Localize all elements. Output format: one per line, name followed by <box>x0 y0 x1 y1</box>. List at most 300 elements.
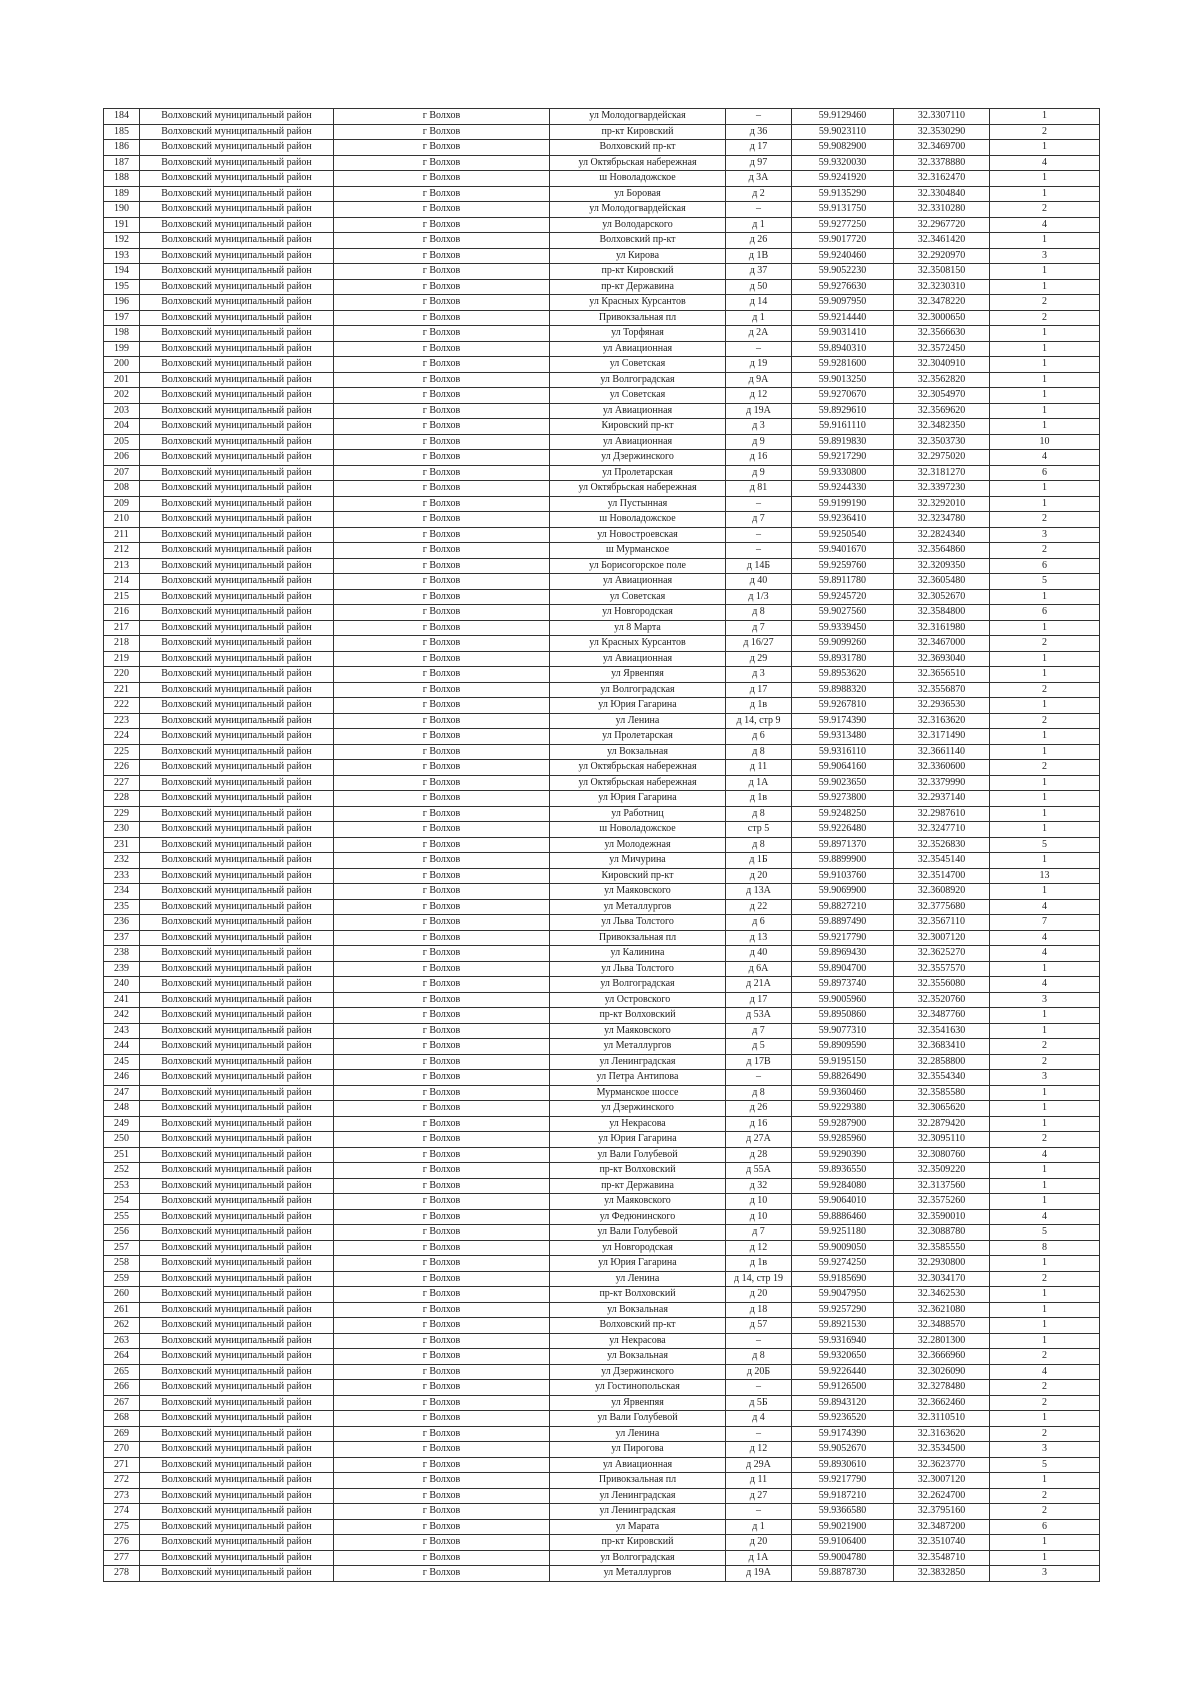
longitude-cell: 32.3034170 <box>894 1271 990 1287</box>
count-cell: 2 <box>990 1504 1100 1520</box>
row-number: 226 <box>104 760 140 776</box>
city-cell: г Волхов <box>334 1380 550 1396</box>
house-cell: д 20 <box>726 1535 792 1551</box>
district-cell: Волховский муниципальный район <box>140 884 334 900</box>
count-cell: 2 <box>990 760 1100 776</box>
row-number: 264 <box>104 1349 140 1365</box>
district-cell: Волховский муниципальный район <box>140 1380 334 1396</box>
row-number: 201 <box>104 372 140 388</box>
latitude-cell: 59.8899900 <box>792 853 894 869</box>
district-cell: Волховский муниципальный район <box>140 543 334 559</box>
district-cell: Волховский муниципальный район <box>140 109 334 125</box>
district-cell: Волховский муниципальный район <box>140 512 334 528</box>
street-cell: ул Авиационная <box>550 341 726 357</box>
count-cell: 4 <box>990 899 1100 915</box>
table-row <box>104 1194 1100 1210</box>
count-cell: 1 <box>990 372 1100 388</box>
district-cell: Волховский муниципальный район <box>140 434 334 450</box>
table-row <box>104 279 1100 295</box>
table-row <box>104 1442 1100 1458</box>
street-cell: ул Пирогова <box>550 1442 726 1458</box>
city-cell: г Волхов <box>334 667 550 683</box>
house-cell: – <box>726 1504 792 1520</box>
latitude-cell: 59.8878730 <box>792 1566 894 1582</box>
row-number: 218 <box>104 636 140 652</box>
latitude-cell: 59.8909590 <box>792 1039 894 1055</box>
city-cell: г Волхов <box>334 1519 550 1535</box>
street-cell: Привокзальная пл <box>550 930 726 946</box>
longitude-cell: 32.2967720 <box>894 217 990 233</box>
house-cell: д 37 <box>726 264 792 280</box>
district-cell: Волховский муниципальный район <box>140 1519 334 1535</box>
house-cell: д 20 <box>726 1287 792 1303</box>
street-cell: ул Ленина <box>550 1426 726 1442</box>
house-cell: д 1 <box>726 310 792 326</box>
count-cell: 1 <box>990 1411 1100 1427</box>
latitude-cell: 59.9023650 <box>792 775 894 791</box>
city-cell: г Волхов <box>334 1008 550 1024</box>
longitude-cell: 32.3163620 <box>894 713 990 729</box>
longitude-cell: 32.3566630 <box>894 326 990 342</box>
latitude-cell: 59.9250540 <box>792 527 894 543</box>
house-cell: д 11 <box>726 760 792 776</box>
street-cell: ул Борисогорское поле <box>550 558 726 574</box>
table-row <box>104 837 1100 853</box>
house-cell: д 1 <box>726 217 792 233</box>
table-row <box>104 806 1100 822</box>
count-cell: 4 <box>990 450 1100 466</box>
city-cell: г Волхов <box>334 1426 550 1442</box>
district-cell: Волховский муниципальный район <box>140 1473 334 1489</box>
street-cell: ул Маяковского <box>550 1194 726 1210</box>
count-cell: 4 <box>990 977 1100 993</box>
house-cell: д 17В <box>726 1054 792 1070</box>
city-cell: г Волхов <box>334 1225 550 1241</box>
house-cell: д 57 <box>726 1318 792 1334</box>
house-cell: д 6 <box>726 729 792 745</box>
district-cell: Волховский муниципальный район <box>140 574 334 590</box>
count-cell: 6 <box>990 465 1100 481</box>
district-cell: Волховский муниципальный район <box>140 1147 334 1163</box>
row-number: 247 <box>104 1085 140 1101</box>
latitude-cell: 59.9161110 <box>792 419 894 435</box>
street-cell: ул Ленина <box>550 1271 726 1287</box>
street-cell: ул Ярвенпяя <box>550 1395 726 1411</box>
street-cell: ул Ленинградская <box>550 1504 726 1520</box>
longitude-cell: 32.3608920 <box>894 884 990 900</box>
latitude-cell: 59.9366580 <box>792 1504 894 1520</box>
latitude-cell: 59.9005960 <box>792 992 894 1008</box>
row-number: 246 <box>104 1070 140 1086</box>
house-cell: д 1Б <box>726 853 792 869</box>
table-row <box>104 1147 1100 1163</box>
city-cell: г Волхов <box>334 620 550 636</box>
latitude-cell: 59.9274250 <box>792 1256 894 1272</box>
street-cell: ул Металлургов <box>550 1566 726 1582</box>
table-row <box>104 1473 1100 1489</box>
district-cell: Волховский муниципальный район <box>140 636 334 652</box>
count-cell: 1 <box>990 589 1100 605</box>
city-cell: г Волхов <box>334 1287 550 1303</box>
table-row <box>104 1256 1100 1272</box>
longitude-cell: 32.3487760 <box>894 1008 990 1024</box>
table-row <box>104 450 1100 466</box>
count-cell: 1 <box>990 1302 1100 1318</box>
street-cell: ул Ярвенпяя <box>550 667 726 683</box>
district-cell: Волховский муниципальный район <box>140 155 334 171</box>
district-cell: Волховский муниципальный район <box>140 1566 334 1582</box>
table-row <box>104 1287 1100 1303</box>
count-cell: 1 <box>990 1085 1100 1101</box>
latitude-cell: 59.8940310 <box>792 341 894 357</box>
table-row <box>104 1008 1100 1024</box>
house-cell: д 12 <box>726 1240 792 1256</box>
house-cell: д 21А <box>726 977 792 993</box>
latitude-cell: 59.8969430 <box>792 946 894 962</box>
latitude-cell: 59.9135290 <box>792 186 894 202</box>
latitude-cell: 59.9267810 <box>792 698 894 714</box>
city-cell: г Волхов <box>334 465 550 481</box>
city-cell: г Волхов <box>334 1271 550 1287</box>
city-cell: г Волхов <box>334 450 550 466</box>
street-cell: ул Пролетарская <box>550 465 726 481</box>
table-row <box>104 1426 1100 1442</box>
longitude-cell: 32.3230310 <box>894 279 990 295</box>
count-cell: 1 <box>990 186 1100 202</box>
table-row <box>104 1395 1100 1411</box>
house-cell: д 14Б <box>726 558 792 574</box>
count-cell: 1 <box>990 233 1100 249</box>
count-cell: 1 <box>990 961 1100 977</box>
house-cell: д 10 <box>726 1194 792 1210</box>
city-cell: г Волхов <box>334 1256 550 1272</box>
district-cell: Волховский муниципальный район <box>140 868 334 884</box>
district-cell: Волховский муниципальный район <box>140 605 334 621</box>
count-cell: 1 <box>990 729 1100 745</box>
city-cell: г Волхов <box>334 1442 550 1458</box>
district-cell: Волховский муниципальный район <box>140 1070 334 1086</box>
house-cell: д 9А <box>726 372 792 388</box>
row-number: 212 <box>104 543 140 559</box>
longitude-cell: 32.3461420 <box>894 233 990 249</box>
count-cell: 1 <box>990 419 1100 435</box>
count-cell: 2 <box>990 310 1100 326</box>
longitude-cell: 32.3110510 <box>894 1411 990 1427</box>
district-cell: Волховский муниципальный район <box>140 1225 334 1241</box>
city-cell: г Волхов <box>334 1116 550 1132</box>
count-cell: 1 <box>990 1256 1100 1272</box>
count-cell: 2 <box>990 543 1100 559</box>
house-cell: д 13 <box>726 930 792 946</box>
city-cell: г Волхов <box>334 713 550 729</box>
count-cell: 6 <box>990 605 1100 621</box>
district-cell: Волховский муниципальный район <box>140 853 334 869</box>
district-cell: Волховский муниципальный район <box>140 140 334 156</box>
district-cell: Волховский муниципальный район <box>140 248 334 264</box>
city-cell: г Волхов <box>334 140 550 156</box>
table-row <box>104 589 1100 605</box>
row-number: 198 <box>104 326 140 342</box>
longitude-cell: 32.3007120 <box>894 1473 990 1489</box>
longitude-cell: 32.3557570 <box>894 961 990 977</box>
house-cell: д 12 <box>726 388 792 404</box>
city-cell: г Волхов <box>334 760 550 776</box>
district-cell: Волховский муниципальный район <box>140 1318 334 1334</box>
city-cell: г Волхов <box>334 574 550 590</box>
district-cell: Волховский муниципальный район <box>140 1054 334 1070</box>
house-cell: д 16/27 <box>726 636 792 652</box>
district-cell: Волховский муниципальный район <box>140 295 334 311</box>
street-cell: ул Волгоградская <box>550 372 726 388</box>
street-cell: ш Новоладожское <box>550 171 726 187</box>
street-cell: ул Дзержинского <box>550 450 726 466</box>
count-cell: 4 <box>990 1147 1100 1163</box>
city-cell: г Волхов <box>334 543 550 559</box>
longitude-cell: 32.3590010 <box>894 1209 990 1225</box>
street-cell: пр-кт Державина <box>550 1178 726 1194</box>
count-cell: 4 <box>990 930 1100 946</box>
row-number: 206 <box>104 450 140 466</box>
longitude-cell: 32.2987610 <box>894 806 990 822</box>
latitude-cell: 59.8886460 <box>792 1209 894 1225</box>
city-cell: г Волхов <box>334 1178 550 1194</box>
district-cell: Волховский муниципальный район <box>140 1504 334 1520</box>
street-cell: ул Волгоградская <box>550 1550 726 1566</box>
street-cell: пр-кт Кировский <box>550 1535 726 1551</box>
latitude-cell: 59.9320650 <box>792 1349 894 1365</box>
house-cell: д 8 <box>726 605 792 621</box>
row-number: 219 <box>104 651 140 667</box>
street-cell: пр-кт Кировский <box>550 124 726 140</box>
row-number: 235 <box>104 899 140 915</box>
city-cell: г Волхов <box>334 155 550 171</box>
city-cell: г Волхов <box>334 1132 550 1148</box>
count-cell: 1 <box>990 1535 1100 1551</box>
house-cell: д 26 <box>726 1101 792 1117</box>
table-row <box>104 946 1100 962</box>
district-cell: Волховский муниципальный район <box>140 341 334 357</box>
table-row <box>104 1411 1100 1427</box>
count-cell: 4 <box>990 217 1100 233</box>
row-number: 256 <box>104 1225 140 1241</box>
street-cell: пр-кт Волховский <box>550 1163 726 1179</box>
house-cell: – <box>726 543 792 559</box>
city-cell: г Волхов <box>334 744 550 760</box>
longitude-cell: 32.3379990 <box>894 775 990 791</box>
longitude-cell: 32.3514700 <box>894 868 990 884</box>
row-number: 220 <box>104 667 140 683</box>
latitude-cell: 59.9077310 <box>792 1023 894 1039</box>
district-cell: Волховский муниципальный район <box>140 1163 334 1179</box>
longitude-cell: 32.3304840 <box>894 186 990 202</box>
city-cell: г Волхов <box>334 992 550 1008</box>
house-cell: д 1в <box>726 791 792 807</box>
count-cell: 2 <box>990 1132 1100 1148</box>
count-cell: 1 <box>990 1550 1100 1566</box>
house-cell: д 81 <box>726 481 792 497</box>
district-cell: Волховский муниципальный район <box>140 1395 334 1411</box>
city-cell: г Волхов <box>334 496 550 512</box>
house-cell: д 17 <box>726 992 792 1008</box>
district-cell: Волховский муниципальный район <box>140 1550 334 1566</box>
count-cell: 2 <box>990 1488 1100 1504</box>
city-cell: г Волхов <box>334 791 550 807</box>
longitude-cell: 32.3509220 <box>894 1163 990 1179</box>
row-number: 207 <box>104 465 140 481</box>
district-cell: Волховский муниципальный район <box>140 1085 334 1101</box>
table-row <box>104 605 1100 621</box>
row-number: 189 <box>104 186 140 202</box>
row-number: 227 <box>104 775 140 791</box>
district-cell: Волховский муниципальный район <box>140 760 334 776</box>
house-cell: д 27А <box>726 1132 792 1148</box>
count-cell: 2 <box>990 124 1100 140</box>
street-cell: ул Ленинградская <box>550 1054 726 1070</box>
street-cell: ул Ленина <box>550 713 726 729</box>
district-cell: Волховский муниципальный район <box>140 651 334 667</box>
street-cell: ул Ленинградская <box>550 1488 726 1504</box>
count-cell: 2 <box>990 1271 1100 1287</box>
district-cell: Волховский муниципальный район <box>140 527 334 543</box>
table-row <box>104 171 1100 187</box>
row-number: 208 <box>104 481 140 497</box>
row-number: 199 <box>104 341 140 357</box>
street-cell: Кировский пр-кт <box>550 868 726 884</box>
latitude-cell: 59.9244330 <box>792 481 894 497</box>
row-number: 204 <box>104 419 140 435</box>
street-cell: ул Мичурина <box>550 853 726 869</box>
longitude-cell: 32.2624700 <box>894 1488 990 1504</box>
row-number: 258 <box>104 1256 140 1272</box>
row-number: 234 <box>104 884 140 900</box>
city-cell: г Волхов <box>334 233 550 249</box>
row-number: 211 <box>104 527 140 543</box>
latitude-cell: 59.9360460 <box>792 1085 894 1101</box>
city-cell: г Волхов <box>334 310 550 326</box>
district-cell: Волховский муниципальный район <box>140 1116 334 1132</box>
street-cell: ул Льва Толстого <box>550 915 726 931</box>
street-cell: ул Льва Толстого <box>550 961 726 977</box>
row-number: 274 <box>104 1504 140 1520</box>
table-row <box>104 357 1100 373</box>
row-number: 221 <box>104 682 140 698</box>
district-cell: Волховский муниципальный район <box>140 496 334 512</box>
latitude-cell: 59.9021900 <box>792 1519 894 1535</box>
house-cell: д 29А <box>726 1457 792 1473</box>
count-cell: 2 <box>990 1039 1100 1055</box>
house-cell: д 1А <box>726 1550 792 1566</box>
row-number: 188 <box>104 171 140 187</box>
table-row <box>104 868 1100 884</box>
count-cell: 5 <box>990 837 1100 853</box>
longitude-cell: 32.3040910 <box>894 357 990 373</box>
district-cell: Волховский муниципальный район <box>140 233 334 249</box>
street-cell: ул Октябрьская набережная <box>550 775 726 791</box>
house-cell: д 2 <box>726 186 792 202</box>
count-cell: 1 <box>990 1194 1100 1210</box>
district-cell: Волховский муниципальный район <box>140 1178 334 1194</box>
table-row <box>104 1271 1100 1287</box>
district-cell: Волховский муниципальный район <box>140 217 334 233</box>
count-cell: 1 <box>990 1333 1100 1349</box>
row-number: 250 <box>104 1132 140 1148</box>
longitude-cell: 32.3247710 <box>894 822 990 838</box>
table-row <box>104 202 1100 218</box>
house-cell: – <box>726 1426 792 1442</box>
data-table <box>103 108 1100 1582</box>
count-cell: 1 <box>990 806 1100 822</box>
street-cell: ул Молодогвардейская <box>550 202 726 218</box>
table-row <box>104 1457 1100 1473</box>
table-row <box>104 1178 1100 1194</box>
latitude-cell: 59.9106400 <box>792 1535 894 1551</box>
longitude-cell: 32.2937140 <box>894 791 990 807</box>
table-row <box>104 1550 1100 1566</box>
count-cell: 1 <box>990 698 1100 714</box>
latitude-cell: 59.9017720 <box>792 233 894 249</box>
district-cell: Волховский муниципальный район <box>140 357 334 373</box>
house-cell: д 7 <box>726 1023 792 1039</box>
latitude-cell: 59.9214440 <box>792 310 894 326</box>
latitude-cell: 59.9226480 <box>792 822 894 838</box>
district-cell: Волховский муниципальный район <box>140 403 334 419</box>
street-cell: ул Дзержинского <box>550 1364 726 1380</box>
longitude-cell: 32.3162470 <box>894 171 990 187</box>
row-number: 240 <box>104 977 140 993</box>
district-cell: Волховский муниципальный район <box>140 481 334 497</box>
house-cell: – <box>726 496 792 512</box>
city-cell: г Волхов <box>334 884 550 900</box>
house-cell: д 16 <box>726 1116 792 1132</box>
city-cell: г Волхов <box>334 1163 550 1179</box>
count-cell: 1 <box>990 1163 1100 1179</box>
table-row <box>104 481 1100 497</box>
table-row <box>104 915 1100 931</box>
city-cell: г Волхов <box>334 837 550 853</box>
row-number: 200 <box>104 357 140 373</box>
latitude-cell: 59.8971370 <box>792 837 894 853</box>
district-cell: Волховский муниципальный район <box>140 1333 334 1349</box>
row-number: 259 <box>104 1271 140 1287</box>
house-cell: д 36 <box>726 124 792 140</box>
latitude-cell: 59.9273800 <box>792 791 894 807</box>
street-cell: ул Новгородская <box>550 1240 726 1256</box>
street-cell: Привокзальная пл <box>550 310 726 326</box>
longitude-cell: 32.3503730 <box>894 434 990 450</box>
count-cell: 1 <box>990 1178 1100 1194</box>
district-cell: Волховский муниципальный район <box>140 326 334 342</box>
city-cell: г Волхов <box>334 1194 550 1210</box>
district-cell: Волховский муниципальный район <box>140 682 334 698</box>
district-cell: Волховский муниципальный район <box>140 1209 334 1225</box>
city-cell: г Волхов <box>334 202 550 218</box>
row-number: 225 <box>104 744 140 760</box>
street-cell: Волховский пр-кт <box>550 140 726 156</box>
count-cell: 5 <box>990 1225 1100 1241</box>
city-cell: г Волхов <box>334 946 550 962</box>
house-cell: д 22 <box>726 899 792 915</box>
city-cell: г Волхов <box>334 1395 550 1411</box>
latitude-cell: 59.9245720 <box>792 589 894 605</box>
district-cell: Волховский муниципальный район <box>140 1132 334 1148</box>
table-row <box>104 512 1100 528</box>
house-cell: д 4 <box>726 1411 792 1427</box>
street-cell: ул Торфяная <box>550 326 726 342</box>
longitude-cell: 32.3065620 <box>894 1101 990 1117</box>
count-cell: 1 <box>990 279 1100 295</box>
table-row <box>104 1132 1100 1148</box>
table-row <box>104 140 1100 156</box>
